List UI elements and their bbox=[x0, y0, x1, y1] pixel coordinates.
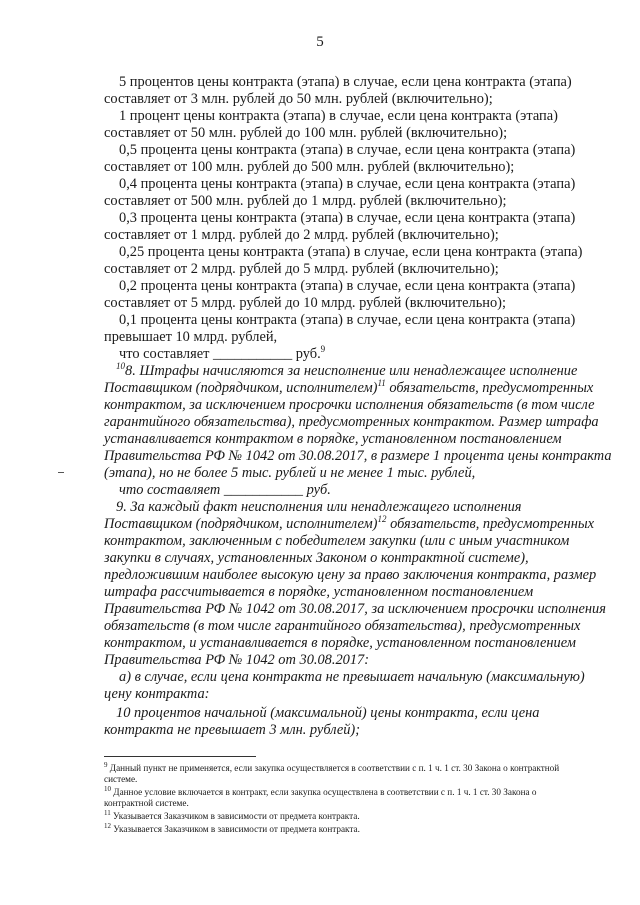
footnote: $^{12}$ Указывается Заказчиком в зависимости от предмета контракта. bbox=[104, 821, 360, 834]
text-line: составляет от 2 млрд. рублей до 5 млрд. рублей (включительно); bbox=[104, 261, 499, 277]
text-line: 0,25 процента цены контракта (этапа) в случае, если цена контракта (этапа) bbox=[119, 244, 583, 260]
text-line: составляет от 500 млн. рублей до 1 млрд. рублей (включительно); bbox=[104, 193, 507, 209]
footnote-continuation: контрактной системе. bbox=[104, 798, 189, 808]
text-line: составляет от 3 млн. рублей до 50 млн. рублей (включительно); bbox=[104, 91, 493, 107]
text-line: превышает 10 млрд. рублей, bbox=[104, 329, 278, 345]
text-line: составляет от 1 млрд. рублей до 2 млрд. рублей (включительно); bbox=[104, 227, 499, 243]
footnote-continuation: системе. bbox=[104, 774, 138, 784]
text-line: $^{10}$8. Штрафы начисляются за неисполнение или ненадлежащее исполнение bbox=[116, 361, 578, 379]
footnote: $^{10}$ Данное условие включается в контракт, если закупка осуществлена в соответствии с п. 1 ч. 1 ст. 30 Закона о bbox=[104, 784, 537, 797]
footnote: $^9$ Данный пункт не применяется, если закупка осуществляется в соответствии с п. 1 ч. 1 ст. 30 Закона о контрактной bbox=[104, 760, 560, 773]
margin-mark bbox=[58, 472, 64, 473]
text-line: 9. За каждый факт неисполнения или ненадлежащего исполнения bbox=[116, 499, 522, 515]
text-line: 0,1 процента цены контракта (этапа) в случае, если цена контракта (этапа) bbox=[119, 312, 576, 328]
text-line: (этапа), но не более 5 тыс. рублей и не менее 1 тыс. рублей, bbox=[104, 465, 476, 481]
text-line: цену контракта: bbox=[104, 686, 210, 702]
text-line: контрактом, за исключением просрочки исполнения обязательств (в том числе bbox=[104, 397, 595, 413]
text-line: устанавливается контрактом в порядке, установленном постановлением bbox=[104, 431, 562, 447]
text-line: предложившим наиболее высокую цену за право заключения контракта, размер bbox=[104, 567, 597, 583]
text-line: 10 процентов начальной (максимальной) цены контракта, если цена bbox=[116, 705, 540, 721]
text-line: Правительства РФ № 1042 от 30.08.2017, за исключением просрочки исполнения bbox=[104, 601, 606, 617]
text-line: гарантийного обязательства), предусмотренных контрактом. Размер штрафа bbox=[104, 414, 599, 430]
text-line: 5 процентов цены контракта (этапа) в случае, если цена контракта (этапа) bbox=[119, 74, 572, 90]
text-line: Правительства РФ № 1042 от 30.08.2017: bbox=[104, 652, 370, 668]
text-line: штрафа рассчитывается в порядке, установленном постановлением bbox=[104, 584, 534, 600]
footnote-ref: 9 bbox=[320, 344, 326, 355]
footnote-ref: 10 bbox=[116, 361, 125, 372]
text-line: 0,2 процента цены контракта (этапа) в случае, если цена контракта (этапа) bbox=[119, 278, 576, 294]
text-line: составляет от 100 млн. рублей до 500 млн. рублей (включительно); bbox=[104, 159, 515, 175]
text-line: контрактом, и устанавливается в порядке, установленном постановлением bbox=[104, 635, 576, 651]
page-number: 5 bbox=[316, 34, 324, 50]
footnote-ref: 11 bbox=[377, 378, 386, 389]
text-line: что составляет ___________ руб.$^9$ bbox=[119, 344, 326, 362]
footnote-separator bbox=[104, 756, 256, 757]
text-line: составляет от 50 млн. рублей до 100 млн. рублей (включительно); bbox=[104, 125, 508, 141]
text-line: контракта не превышает 3 млн. рублей); bbox=[104, 722, 361, 738]
text-line: Правительства РФ № 1042 от 30.08.2017, в размере 1 процента цены контракта bbox=[104, 448, 612, 464]
text-line: контрактом, заключенным с победителем закупки (или с иным участником bbox=[104, 533, 570, 549]
text-line: 0,3 процента цены контракта (этапа) в случае, если цена контракта (этапа) bbox=[119, 210, 576, 226]
text-line: а) в случае, если цена контракта не превышает начальную (максимальную) bbox=[119, 669, 585, 685]
text-line: обязательств (в том числе гарантийного обязательства), предусмотренных bbox=[104, 618, 581, 634]
text-line: 0,4 процента цены контракта (этапа) в случае, если цена контракта (этапа) bbox=[119, 176, 576, 192]
text-line: 1 процент цены контракта (этапа) в случае, если цена контракта (этапа) bbox=[119, 108, 558, 124]
text-line: Поставщиком (подрядчиком, исполнителем)$^{12}$ обязательств, предусмотренных bbox=[104, 514, 594, 532]
footnote: $^{11}$ Указывается Заказчиком в зависимости от предмета контракта. bbox=[104, 808, 360, 821]
text-line: 0,5 процента цены контракта (этапа) в случае, если цена контракта (этапа) bbox=[119, 142, 576, 158]
text-line: составляет от 5 млрд. рублей до 10 млрд. рублей (включительно); bbox=[104, 295, 506, 311]
text-line: что составляет ___________ руб. bbox=[119, 482, 331, 498]
footnote-ref: 12 bbox=[377, 514, 387, 525]
text-line: Поставщиком (подрядчиком, исполнителем)$^{11}$ обязательств, предусмотренных bbox=[104, 378, 594, 396]
text-line: закупки в случаях, установленных Законом о контрактной системе), bbox=[104, 550, 529, 566]
